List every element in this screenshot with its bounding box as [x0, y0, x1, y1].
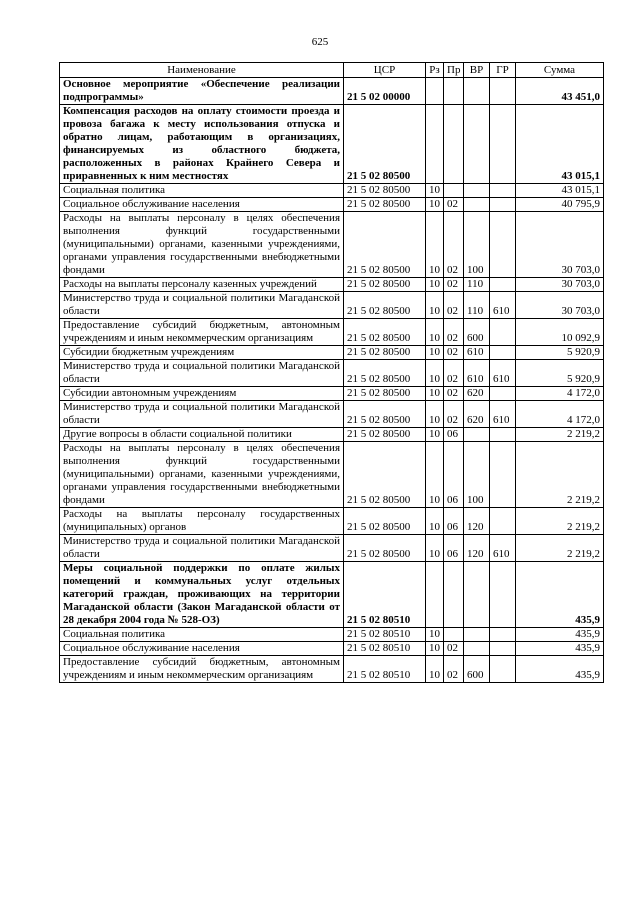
table-row — [60, 562, 604, 628]
row-pr: 02 — [444, 198, 464, 212]
row-csr: 21 5 02 80500 — [344, 346, 426, 360]
row-gr — [490, 628, 516, 642]
row-pr: 06 — [444, 442, 464, 508]
row-sum: 2 219,2 — [516, 442, 604, 508]
row-vr: 620 — [464, 401, 490, 428]
row-sum: 43 451,0 — [516, 78, 604, 105]
row-name: Расходы на выплаты персоналу в целях обеспечения выполнения функций государственными (муниципальными) органами, казенными учреждениями, органами управления государственными внебюджетными фондами — [60, 212, 344, 278]
row-gr — [490, 184, 516, 198]
row-pr: 02 — [444, 360, 464, 387]
row-sum: 30 703,0 — [516, 278, 604, 292]
table-row — [60, 387, 604, 401]
table-row — [60, 401, 604, 428]
table-header-row — [60, 63, 604, 78]
row-name: Социальная политика — [60, 184, 344, 198]
table-row — [60, 442, 604, 508]
row-vr — [464, 78, 490, 105]
row-sum: 10 092,9 — [516, 319, 604, 346]
row-rz: 10 — [426, 401, 444, 428]
row-vr: 610 — [464, 360, 490, 387]
row-name: Министерство труда и социальной политики Магаданской области — [60, 360, 344, 387]
row-rz — [426, 78, 444, 105]
row-gr — [490, 562, 516, 628]
row-name: Социальная политика — [60, 628, 344, 642]
row-name: Субсидии бюджетным учреждениям — [60, 346, 344, 360]
row-sum: 30 703,0 — [516, 212, 604, 278]
row-pr: 06 — [444, 508, 464, 535]
row-sum: 5 920,9 — [516, 360, 604, 387]
row-vr — [464, 562, 490, 628]
row-csr: 21 5 02 80500 — [344, 292, 426, 319]
row-csr: 21 5 02 80500 — [344, 105, 426, 184]
row-vr: 600 — [464, 656, 490, 683]
row-vr: 610 — [464, 346, 490, 360]
row-gr — [490, 278, 516, 292]
budget-table — [59, 62, 604, 683]
table-body — [60, 78, 604, 683]
row-pr: 02 — [444, 278, 464, 292]
row-gr — [490, 78, 516, 105]
row-csr: 21 5 02 80510 — [344, 642, 426, 656]
row-pr: 02 — [444, 401, 464, 428]
row-name: Социальное обслуживание населения — [60, 198, 344, 212]
row-rz: 10 — [426, 346, 444, 360]
row-vr: 620 — [464, 387, 490, 401]
row-rz: 10 — [426, 319, 444, 346]
row-name: Предоставление субсидий бюджетным, автономным учреждениям и иным некоммерческим организациям — [60, 656, 344, 683]
row-csr: 21 5 02 80500 — [344, 278, 426, 292]
row-rz: 10 — [426, 292, 444, 319]
row-vr — [464, 428, 490, 442]
row-csr: 21 5 02 80500 — [344, 428, 426, 442]
row-rz: 10 — [426, 198, 444, 212]
row-rz: 10 — [426, 508, 444, 535]
row-name: Расходы на выплаты персоналу государственных (муниципальных) органов — [60, 508, 344, 535]
row-pr — [444, 628, 464, 642]
table-row — [60, 346, 604, 360]
row-rz: 10 — [426, 642, 444, 656]
row-sum: 435,9 — [516, 642, 604, 656]
row-pr: 02 — [444, 319, 464, 346]
row-name: Министерство труда и социальной политики Магаданской области — [60, 535, 344, 562]
header-gr: ГР — [490, 63, 516, 78]
row-sum: 435,9 — [516, 562, 604, 628]
header-rz: Рз — [426, 63, 444, 78]
row-gr — [490, 198, 516, 212]
header-sum: Сумма — [516, 63, 604, 78]
row-rz — [426, 105, 444, 184]
row-pr: 02 — [444, 387, 464, 401]
row-csr: 21 5 02 80500 — [344, 535, 426, 562]
header-name: Наименование — [60, 63, 344, 78]
row-name: Социальное обслуживание населения — [60, 642, 344, 656]
row-sum: 2 219,2 — [516, 535, 604, 562]
row-vr: 600 — [464, 319, 490, 346]
row-gr — [490, 319, 516, 346]
row-csr: 21 5 02 80510 — [344, 628, 426, 642]
row-pr: 02 — [444, 292, 464, 319]
row-rz: 10 — [426, 184, 444, 198]
row-csr: 21 5 02 00000 — [344, 78, 426, 105]
row-name: Компенсация расходов на оплату стоимости проезда и провоза багажа к месту использования отпуска и обратно лицам, работающим в организациях, финансируемых из областного бюджета, расположенных в районах Крайнего Севера и приравненных к ним местностях — [60, 105, 344, 184]
row-name: Министерство труда и социальной политики Магаданской области — [60, 401, 344, 428]
row-rz: 10 — [426, 535, 444, 562]
row-csr: 21 5 02 80500 — [344, 387, 426, 401]
row-csr: 21 5 02 80500 — [344, 212, 426, 278]
row-sum: 43 015,1 — [516, 105, 604, 184]
row-csr: 21 5 02 80510 — [344, 562, 426, 628]
row-sum: 30 703,0 — [516, 292, 604, 319]
row-gr: 610 — [490, 360, 516, 387]
table-row — [60, 360, 604, 387]
row-csr: 21 5 02 80500 — [344, 319, 426, 346]
header-pr: Пр — [444, 63, 464, 78]
row-name: Предоставление субсидий бюджетным, автономным учреждениям и иным некоммерческим организациям — [60, 319, 344, 346]
row-vr — [464, 198, 490, 212]
row-name: Расходы на выплаты персоналу казенных учреждений — [60, 278, 344, 292]
row-sum: 5 920,9 — [516, 346, 604, 360]
row-gr — [490, 442, 516, 508]
table-row — [60, 428, 604, 442]
row-sum: 435,9 — [516, 656, 604, 683]
row-csr: 21 5 02 80500 — [344, 442, 426, 508]
row-csr: 21 5 02 80500 — [344, 184, 426, 198]
row-sum: 435,9 — [516, 628, 604, 642]
row-name: Другие вопросы в области социальной политики — [60, 428, 344, 442]
row-name: Министерство труда и социальной политики Магаданской области — [60, 292, 344, 319]
table-row — [60, 628, 604, 642]
row-pr — [444, 562, 464, 628]
table-row — [60, 656, 604, 683]
row-pr — [444, 184, 464, 198]
table-row — [60, 535, 604, 562]
row-vr — [464, 105, 490, 184]
row-pr: 02 — [444, 642, 464, 656]
table-row — [60, 278, 604, 292]
row-vr — [464, 642, 490, 656]
row-rz: 10 — [426, 428, 444, 442]
row-name: Расходы на выплаты персоналу в целях обеспечения выполнения функций государственными (муниципальными) органами, казенными учреждениями, органами управления государственными внебюджетными фондами — [60, 442, 344, 508]
header-csr: ЦСР — [344, 63, 426, 78]
row-gr: 610 — [490, 401, 516, 428]
table-row — [60, 319, 604, 346]
row-pr — [444, 105, 464, 184]
row-gr — [490, 105, 516, 184]
row-pr: 06 — [444, 535, 464, 562]
row-rz: 10 — [426, 212, 444, 278]
row-vr: 120 — [464, 535, 490, 562]
row-rz — [426, 562, 444, 628]
row-csr: 21 5 02 80500 — [344, 198, 426, 212]
row-name: Меры социальной поддержки по оплате жилых помещений и коммунальных услуг отдельных категорий граждан, проживающих на территории Магаданской области (Закон Магаданской области от 28 декабря 2004 года № 528-ОЗ) — [60, 562, 344, 628]
row-csr: 21 5 02 80500 — [344, 401, 426, 428]
row-vr: 120 — [464, 508, 490, 535]
row-sum: 2 219,2 — [516, 428, 604, 442]
table-row — [60, 212, 604, 278]
table-row — [60, 642, 604, 656]
row-csr: 21 5 02 80500 — [344, 360, 426, 387]
row-name: Субсидии автономным учреждениям — [60, 387, 344, 401]
row-gr — [490, 508, 516, 535]
row-sum: 43 015,1 — [516, 184, 604, 198]
row-pr: 02 — [444, 656, 464, 683]
row-vr: 110 — [464, 278, 490, 292]
row-pr: 06 — [444, 428, 464, 442]
row-gr — [490, 642, 516, 656]
row-gr: 610 — [490, 535, 516, 562]
table-row — [60, 184, 604, 198]
header-vr: ВР — [464, 63, 490, 78]
page-number: 625 — [311, 36, 329, 48]
row-vr: 100 — [464, 212, 490, 278]
row-rz: 10 — [426, 360, 444, 387]
row-sum: 2 219,2 — [516, 508, 604, 535]
table-row — [60, 105, 604, 184]
row-pr: 02 — [444, 212, 464, 278]
row-sum: 4 172,0 — [516, 401, 604, 428]
row-pr — [444, 78, 464, 105]
row-gr — [490, 656, 516, 683]
row-pr: 02 — [444, 346, 464, 360]
row-sum: 40 795,9 — [516, 198, 604, 212]
row-csr: 21 5 02 80500 — [344, 508, 426, 535]
row-gr — [490, 428, 516, 442]
row-sum: 4 172,0 — [516, 387, 604, 401]
row-rz: 10 — [426, 278, 444, 292]
row-vr: 100 — [464, 442, 490, 508]
table-row — [60, 508, 604, 535]
row-gr: 610 — [490, 292, 516, 319]
row-vr — [464, 184, 490, 198]
row-gr — [490, 346, 516, 360]
row-name: Основное мероприятие «Обеспечение реализации подпрограммы» — [60, 78, 344, 105]
row-rz: 10 — [426, 656, 444, 683]
row-rz: 10 — [426, 387, 444, 401]
row-gr — [490, 212, 516, 278]
row-vr: 110 — [464, 292, 490, 319]
row-gr — [490, 387, 516, 401]
table-row — [60, 292, 604, 319]
row-csr: 21 5 02 80510 — [344, 656, 426, 683]
row-vr — [464, 628, 490, 642]
table-row — [60, 78, 604, 105]
row-rz: 10 — [426, 442, 444, 508]
table-row — [60, 198, 604, 212]
row-rz: 10 — [426, 628, 444, 642]
